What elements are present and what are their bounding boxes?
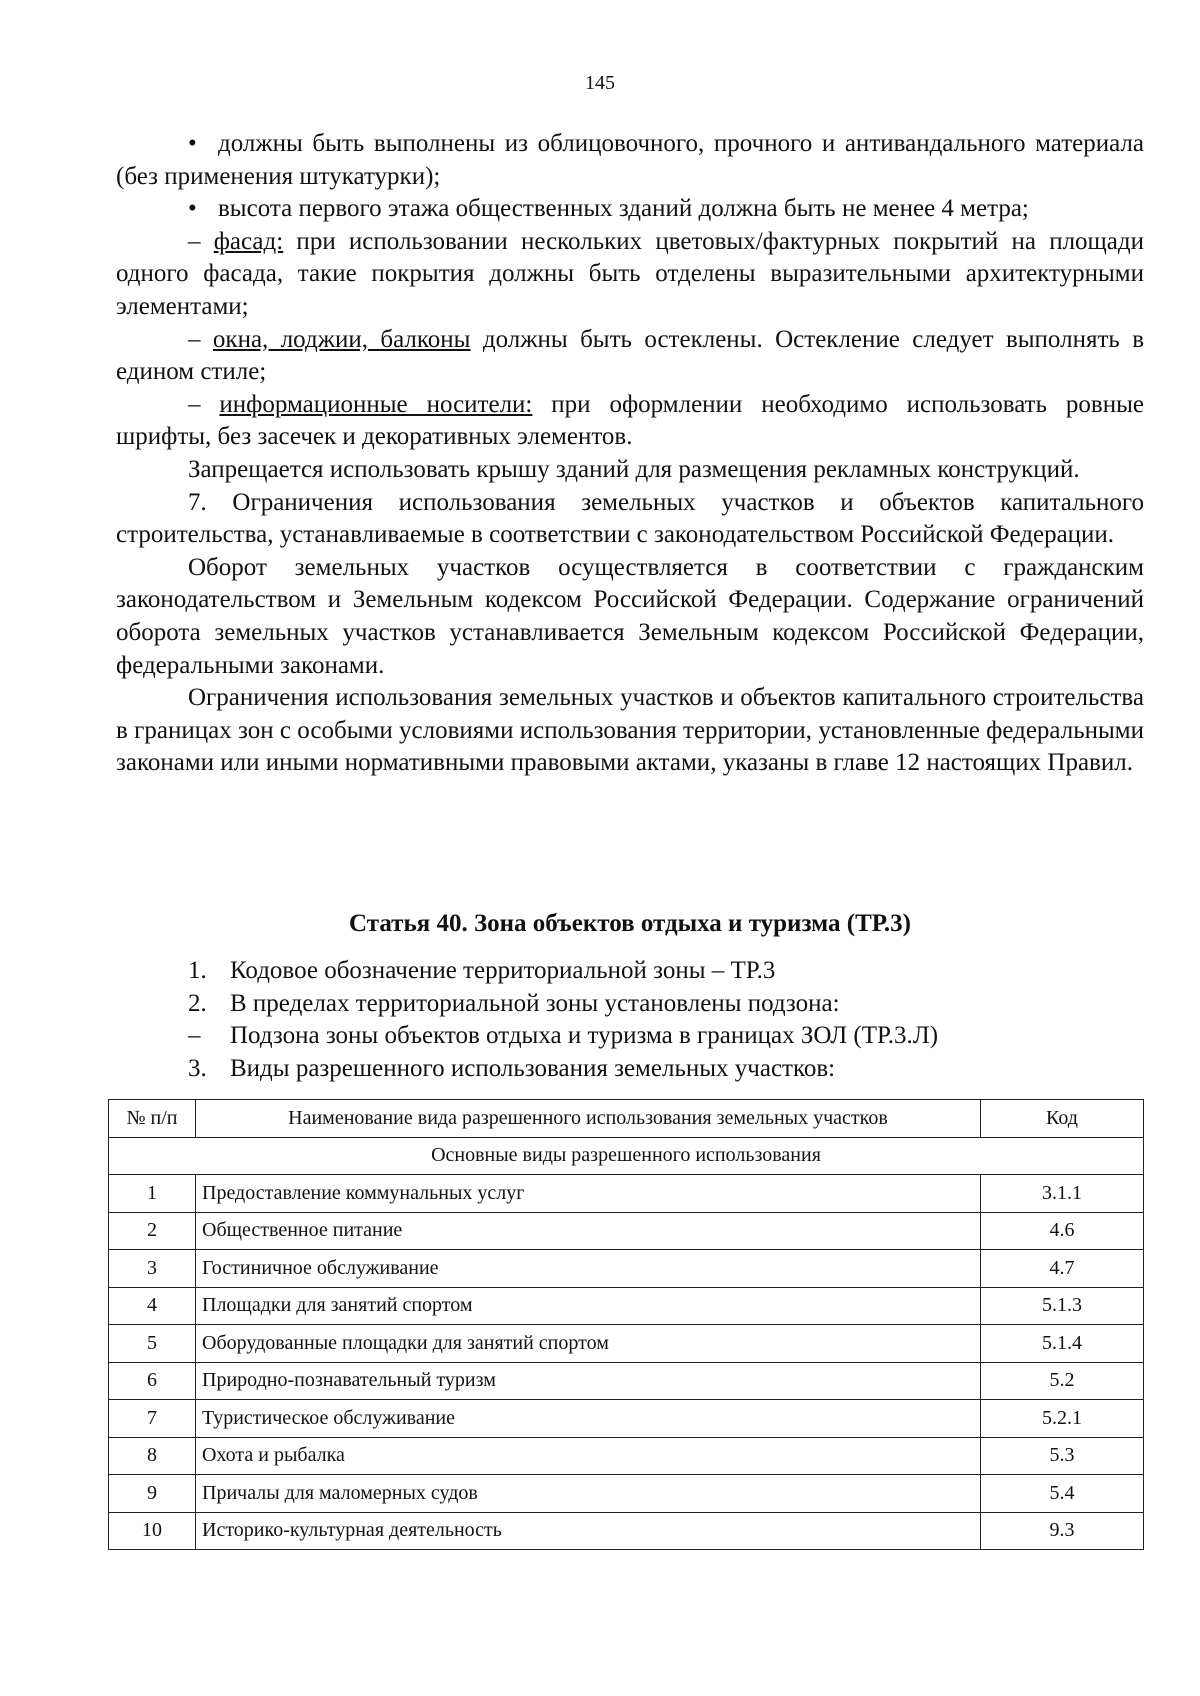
row-code: 3.1.1 [981,1175,1144,1213]
dash-prefix: – [188,227,214,255]
paragraph [116,389,1144,454]
row-name: Причалы для маломерных судов [196,1475,981,1513]
body-text [116,128,1144,780]
row-code: 9.3 [981,1512,1144,1550]
paragraph [116,226,1144,324]
row-code: 5.3 [981,1437,1144,1475]
list-item-text: Подзона зоны объектов отдыха и туризма в границах ЗОЛ (ТР.3.Л) [230,1022,939,1049]
table-row [109,1175,1144,1213]
table-row [109,1287,1144,1325]
list-marker: – [188,1022,201,1049]
paragraph-text: при оформлении необходимо использовать ровные шрифты, без засечек и декоративных элементов. [116,390,1145,451]
column-header-number: № п/п [109,1100,196,1138]
row-code: 4.7 [981,1250,1144,1288]
list-marker: 2. [188,989,207,1017]
row-number: 8 [109,1437,196,1475]
row-number: 6 [109,1362,196,1400]
numbered-list [116,955,1144,1085]
underlined-term: информационные носители: [219,390,533,418]
page-number: 145 [585,72,615,94]
underlined-term: окна, лоджии, балконы [212,325,471,353]
row-name: Площадки для занятий спортом [196,1287,981,1325]
table-header-row [109,1100,1144,1138]
paragraph: Оборот земельных участков осуществляется в соответствии с гражданским законодательством и Земельным кодексом Российской Федерации. Содержание ограничений оборота земельных участков устанавливается Земельным кодексом Российской Федерации, федеральными законами. [116,553,1144,679]
row-code: 5.4 [981,1475,1144,1513]
list-item [116,1053,1144,1086]
row-number: 4 [109,1287,196,1325]
row-number: 9 [109,1475,196,1513]
table-row [109,1400,1144,1438]
table-row [109,1475,1144,1513]
list-item-text: Кодовое обозначение территориальной зоны – ТР.3 [230,957,776,984]
group-title: Основные виды разрешенного использования [109,1137,1144,1175]
row-number: 10 [109,1512,196,1550]
row-name: Гостиничное обслуживание [196,1250,981,1288]
row-number: 2 [109,1212,196,1250]
paragraph-text: должны быть остеклены. Остекление следует выполнять в едином стиле; [116,325,1144,386]
paragraph: Запрещается использовать крышу зданий для размещения рекламных конструкций. [188,455,1080,483]
paragraph: 7. Ограничения использования земельных участков и объектов капитального строительства, устанавливаемые в соответствии с законодательством Российской Федерации. [116,488,1144,549]
list-item-text: В пределах территориальной зоны установлены подзона: [230,989,840,1017]
paragraph-text: высота первого этажа общественных зданий должна быть не менее 4 метра; [218,195,1029,223]
table-row [109,1437,1144,1475]
row-name: Предоставление коммунальных услуг [196,1175,981,1213]
row-name: Оборудованные площадки для занятий спортом [196,1325,981,1363]
underlined-term: фасад: [213,227,284,255]
list-marker: 1. [188,957,207,984]
row-number: 5 [109,1325,196,1363]
row-number: 3 [109,1250,196,1288]
table-row [109,1512,1144,1550]
article-heading: Статья 40. Зона объектов отдыха и туризма (ТР.3) [349,910,911,937]
row-code: 5.2 [981,1362,1144,1400]
row-name: Общественное питание [196,1212,981,1250]
bullet-icon: • [188,130,197,157]
table-group-row [109,1137,1144,1175]
table-row [109,1362,1144,1400]
row-number: 1 [109,1175,196,1213]
list-item [116,955,1144,988]
row-number: 7 [109,1400,196,1438]
paragraph-text: при использовании нескольких цветовых/фактурных покрытий на площади одного фасада, такие покрытия должны быть отделены выразительными архитектурными элементами; [116,227,1144,320]
list-marker: 3. [188,1054,207,1082]
dash-prefix: – [188,325,213,353]
list-item [116,988,1144,1021]
dash-prefix: – [188,390,220,418]
bullet-icon: • [188,195,197,223]
land-use-table [108,1099,1144,1550]
table-row [109,1212,1144,1250]
paragraph-text: должны быть выполнены из облицовочного, прочного и антивандального материала (без применения штукатурки); [116,130,1144,190]
column-header-name: Наименование вида разрешенного использования земельных участков [196,1100,981,1138]
column-header-code: Код [981,1100,1144,1138]
list-item-text: Виды разрешенного использования земельных участков: [230,1054,836,1082]
table-row [109,1250,1144,1288]
paragraph: Ограничения использования земельных участков и объектов капитального строительства в границах зон с особыми условиями использования территории, установленные федеральными законами или иными нормативными правовыми актами, указаны в главе 12 настоящих Правил. [116,684,1144,777]
row-code: 5.1.3 [981,1287,1144,1325]
row-name: Охота и рыбалка [196,1437,981,1475]
table-row [109,1325,1144,1363]
list-item [116,1020,1144,1053]
row-name: Природно-познавательный туризм [196,1362,981,1400]
row-code: 4.6 [981,1212,1144,1250]
row-code: 5.1.4 [981,1325,1144,1363]
row-name: Историко-культурная деятельность [196,1512,981,1550]
paragraph [116,324,1144,389]
paragraph [116,128,1144,193]
row-name: Туристическое обслуживание [196,1400,981,1438]
paragraph [116,193,1144,226]
row-code: 5.2.1 [981,1400,1144,1438]
